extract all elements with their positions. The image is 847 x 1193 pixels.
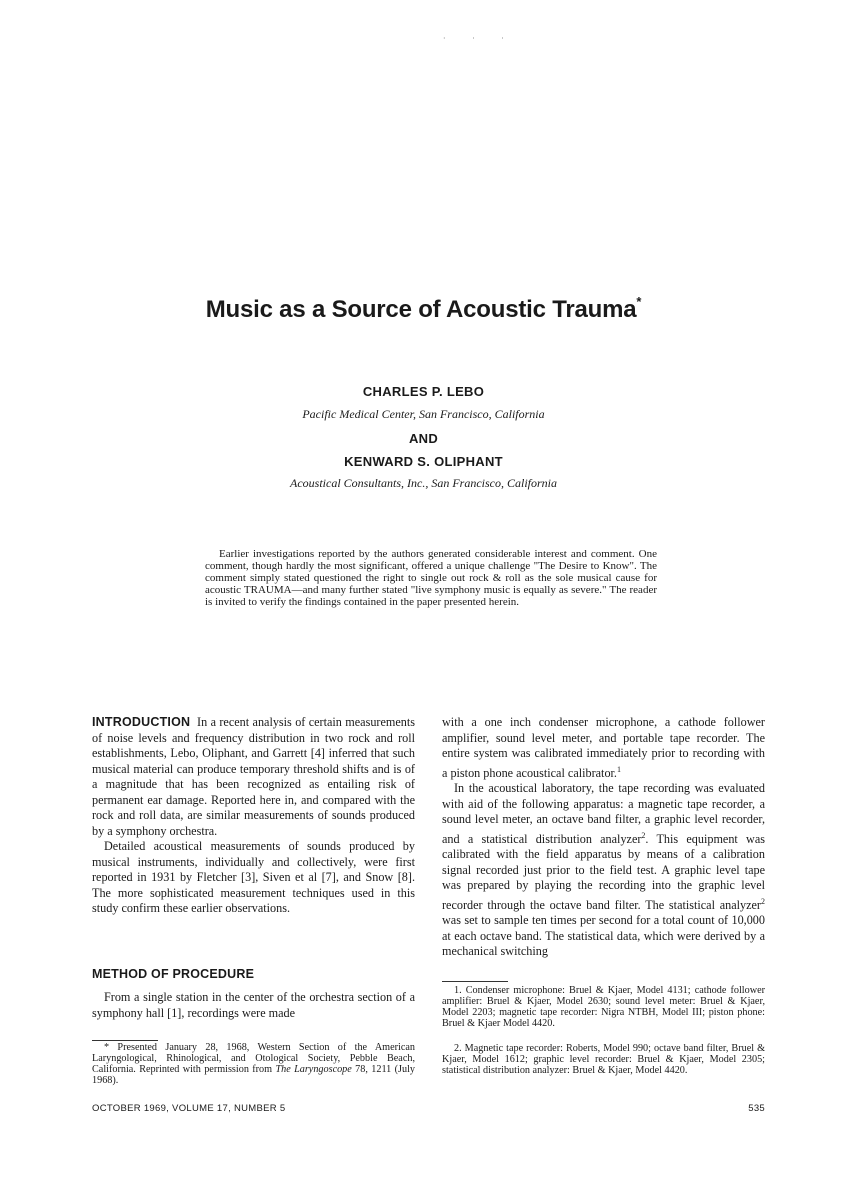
intro-paragraph-2: Detailed acoustical measurements of sounds produced by musical instruments, individually and collectively, were first reported in 1931 by Fletcher [3], Siven et al [7], and Snow [8]. The more sophisticated measurement techniques used in this study confirm these earlier observations. xyxy=(92,839,415,915)
journal-name: The Laryngoscope xyxy=(275,1063,352,1075)
title-footnote-mark: * xyxy=(636,294,642,309)
right-column xyxy=(442,715,765,960)
col2-p2c-text: was set to sample ten times per second for a total count of 10,000 at each octave band. The statistical data, which were derived by a mechanical switching xyxy=(442,913,765,959)
left-column xyxy=(92,715,415,917)
method-paragraph-1: From a single station in the center of the orchestra section of a symphony hall [1], recordings were made xyxy=(92,990,415,1020)
footnote-divider-right xyxy=(442,981,508,982)
col2-p2a-text: In the acoustical laboratory, the tape recording was evaluated with aid of the following apparatus: a magnetic tape recorder, a sound level meter, an octave band filter, a graphic level recorder, and a statistical distribution analyzer xyxy=(442,781,765,846)
intro-heading: INTRODUCTION xyxy=(92,715,191,729)
author-2-name: KENWARD S. OLIPHANT xyxy=(344,454,503,469)
author-1-name: CHARLES P. LEBO xyxy=(362,384,485,399)
col2-p2b-ref: 2 xyxy=(761,896,765,906)
author-1-affiliation: Pacific Medical Center, San Francisco, California xyxy=(302,407,545,421)
footnote-1: 1. Condenser microphone: Bruel & Kjaer, Model 4131; cathode follower amplifier: Bruel & Kjaer, Model 2630; sound level meter: Bruel & Kjaer, Model 2203; magnetic tape recorder: Nigra NTBH, Model III; piston phone: Bruel & Kjaer Model 4420. xyxy=(442,985,765,1029)
page-number: 535 xyxy=(748,1103,765,1114)
presented-text: * Presented January 28, 1968, Western Section of the American Laryngological, Rhinological, and Otological Society, Pebble Beach, California. Reprinted with permission from xyxy=(92,1042,415,1075)
abstract: Earlier investigations reported by the authors generated considerable interest and comment. One comment, though hardly the most significant, offered a unique challenge "The Desire to Know". The comment simply stated questioned the right to single out rock & roll as the sole musical cause for acoustic TRAUMA—and many further stated "live symphony music is equally as severe." The reader is invited to verify the findings contained in the paper presented herein. xyxy=(205,548,657,608)
presentation-footnote xyxy=(92,1043,415,1087)
intro-paragraph-1 xyxy=(92,715,415,839)
journal-citation: 78, 1211 (July 1968). xyxy=(92,1063,415,1086)
author-2-affiliation: Acoustical Consultants, Inc., San Francisco, California xyxy=(290,476,557,490)
col2-p2b-text: . This equipment was calibrated with the field apparatus by means of a calibration signal recorded just prior to the field test. A graphic level tape was prepared by playing the recording into the graphic level recorder through the octave band filter. The statistical analyzer xyxy=(442,831,765,912)
col2-p2a-ref: 2 xyxy=(641,830,646,840)
authors-conjunction: AND xyxy=(408,431,439,446)
title-text: Music as a Source of Acoustic Trauma xyxy=(205,296,637,323)
intro-p1-text: In a recent analysis of certain measurements of noise levels and frequency distribution in two rock and roll establishments, Lebo, Oliphant, and Garrett [4] inferred that such musical material can produce temporary threshold shifts and is of a magnitude that has been recognized as entailing risk of permanent ear damage. Reported here in, and compared with the rock and roll data, are similar measurements of sounds produced by a symphony orchestra. xyxy=(92,715,415,838)
footnote-divider-left xyxy=(92,1040,158,1041)
footnote-2: 2. Magnetic tape recorder: Roberts, Model 990; octave band filter, Bruel & Kjaer, Model 1612; graphic level recorder: Bruel & Kjaer, Model 2305; statistical distribution analyzer: Bruel & Kjaer, Model 4420. xyxy=(442,1043,765,1076)
scan-specks: · · · xyxy=(443,34,516,43)
method-heading: METHOD OF PROCEDURE xyxy=(92,967,255,981)
article-title xyxy=(0,296,847,324)
footer-issue: OCTOBER 1969, VOLUME 17, NUMBER 5 xyxy=(92,1103,286,1114)
col2-paragraph-2 xyxy=(442,781,765,960)
col2-p1-ref: 1 xyxy=(616,764,621,774)
col2-p1-text: with a one inch condenser microphone, a cathode follower amplifier, sound level meter, and portable tape recorder. The entire system was calibrated immediately prior to recording with a piston phone acoustical calibrator. xyxy=(442,715,765,780)
col2-paragraph-1 xyxy=(442,715,765,781)
